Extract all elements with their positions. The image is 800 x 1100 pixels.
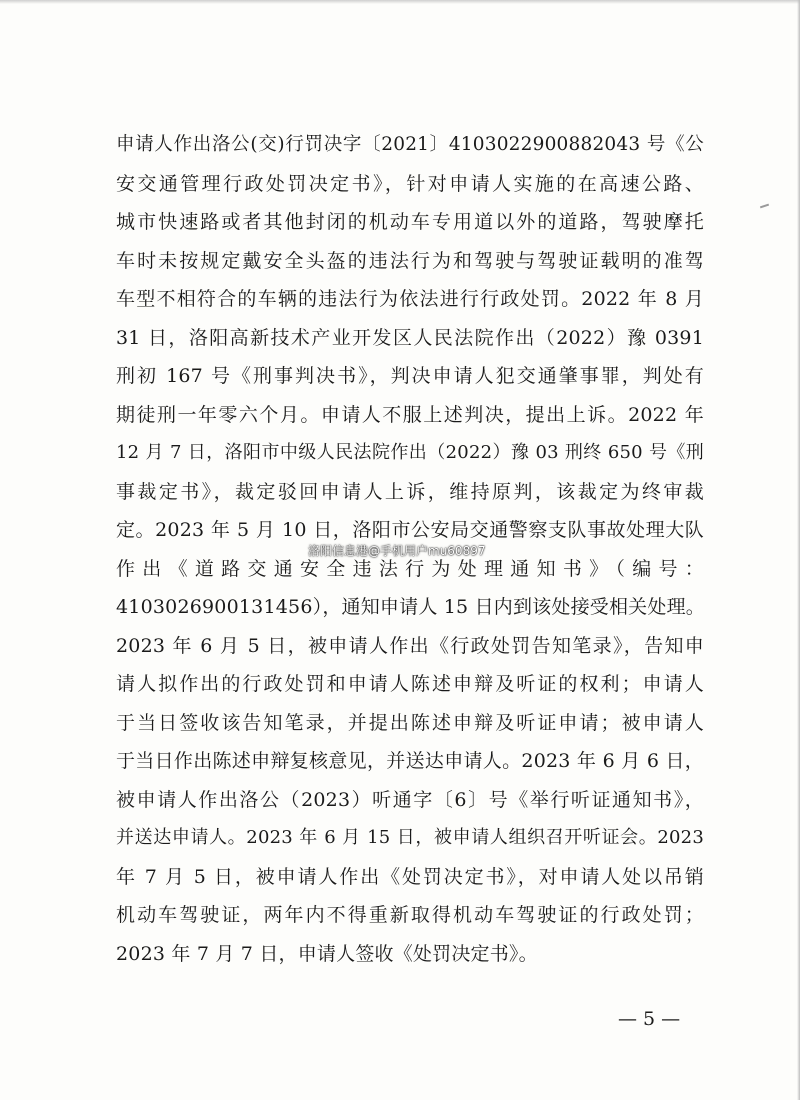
text-line: 车时未按规定戴安全头盔的违法行为和驾驶与驾驶证载明的准驾: [116, 249, 704, 272]
text-line: 4103026900131456），通知申请人 15 日内到该处接受相关处理。: [116, 596, 705, 618]
text-line: 定。2023 年 5 月 10 日，洛阳市公安局交通警察支队事故处理大队: [116, 519, 704, 541]
text-line: 事裁定书》，裁定驳回申请人上诉，维持原判，该裁定为终审裁: [116, 480, 704, 503]
text-line: 年 7 月 5 日，被申请人作出《处罚决定书》，对申请人处以吊销: [116, 865, 704, 888]
text-line-last: 2023 年 7 月 7 日，申请人签收《处罚决定书》。: [116, 942, 538, 965]
text-line: 于当日作出陈述申辩复核意见，并送达申请人。2023 年 6 月 6 日，: [116, 750, 704, 772]
text-line: 作出《道路交通安全违法行为处理通知书》（编号：: [116, 557, 704, 580]
page-number: — 5 —: [618, 1008, 681, 1030]
text-line: 2023 年 6 月 5 日，被申请人作出《行政处罚告知笔录》，告知申: [116, 634, 704, 657]
watermark: 洛阳信息港@手机用户mu60897: [308, 544, 486, 558]
text-line: 机动车驾驶证，两年内不得重新取得机动车驾驶证的行政处罚；: [116, 904, 704, 926]
stray-pen-mark: [760, 204, 769, 209]
text-line: 城市快速路或者其他封闭的机动车专用道以外的道路，驾驶摩托: [116, 211, 704, 233]
text-line: 并送达申请人。2023 年 6 月 15 日，被申请人组织召开听证会。2023: [116, 827, 704, 848]
scan-edge-top: [0, 0, 800, 4]
text-line: 12 月 7 日，洛阳市中级人民法院作出（2022）豫 03 刑终 650 号《刑: [116, 442, 704, 463]
text-line: 刑初 167 号《刑事判决书》，判决申请人犯交通肇事罪，判处有: [116, 365, 704, 387]
text-line: 安交通管理行政处罚决定书》，针对申请人实施的在高速公路、: [116, 172, 704, 195]
text-line: 期徒刑一年零六个月。申请人不服上述判决，提出上诉。2022 年: [116, 403, 704, 426]
text-line: 被申请人作出洛公（2023）听通字〔6〕号《举行听证通知书》，: [116, 788, 704, 811]
text-line: 车型不相符合的车辆的违法行为依法进行行政处罚。2022 年 8 月: [116, 288, 704, 310]
text-line: 申请人作出洛公(交)行罚决字〔2021〕4103022900882043 号《公: [116, 134, 704, 155]
text-line: 31 日，洛阳高新技术产业开发区人民法院作出（2022）豫 0391: [116, 326, 704, 349]
text-line: 于当日签收该告知笔录，并提出陈述申辩及听证申请；被申请人: [116, 711, 704, 734]
text-line: 请人拟作出的行政处罚和申请人陈述申辩及听证的权利；申请人: [116, 673, 704, 695]
